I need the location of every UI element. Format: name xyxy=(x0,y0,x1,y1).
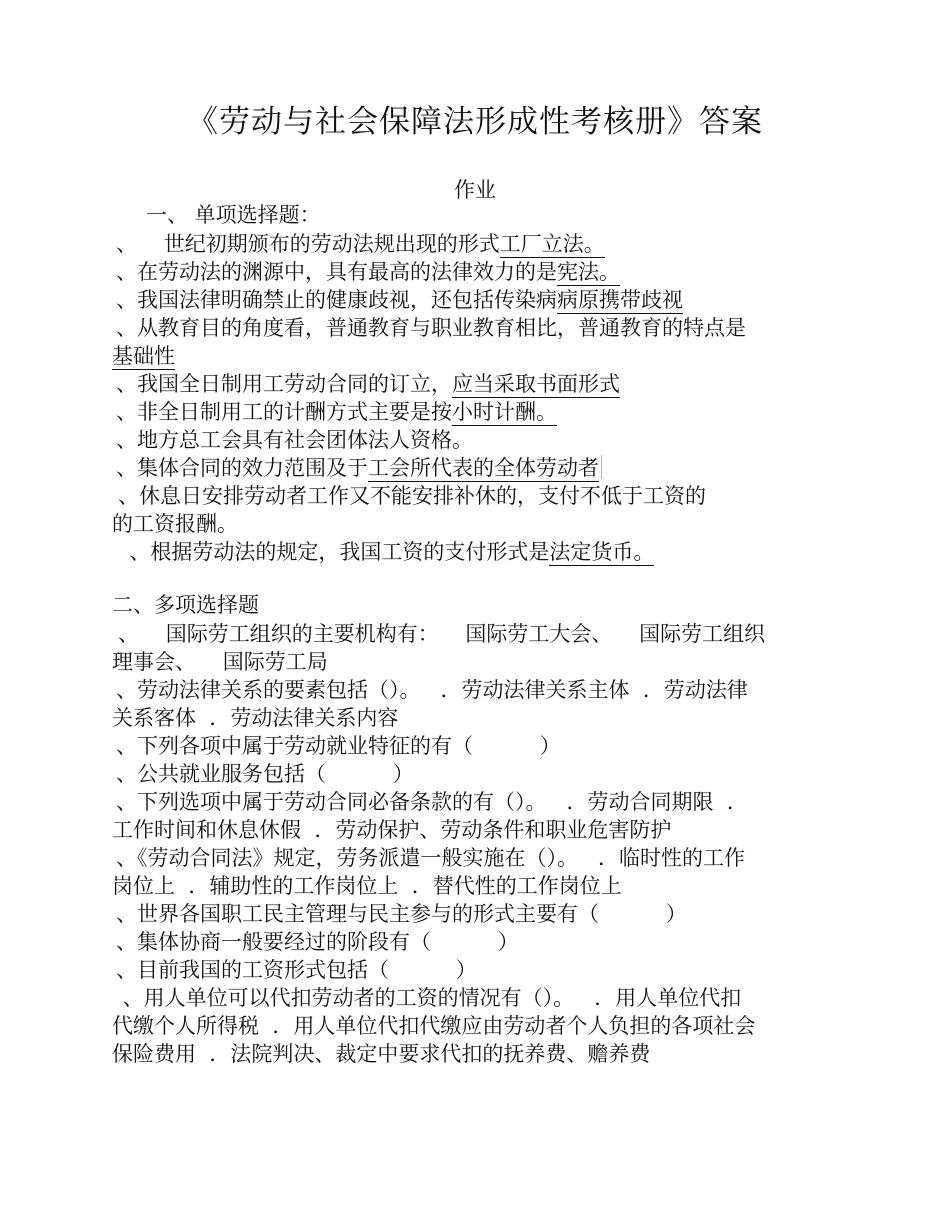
q6-line xyxy=(116,398,557,426)
q7-line xyxy=(116,426,473,454)
section-heading: 作业 xyxy=(454,178,496,202)
part2-line: 、下列选项中属于劳动合同必备条款的有（）。 ．劳动合同期限 ． xyxy=(116,790,748,814)
q3-text: 、我国法律明确禁止的健康歧视，还包括传染病 xyxy=(116,288,557,312)
part2-line: 关系客体 ．劳动法律关系内容 xyxy=(112,706,399,730)
q10-answer: 法定货币。 xyxy=(549,540,655,564)
document-title: 《劳动与社会保障法形成性考核册》答案 xyxy=(187,104,763,140)
q8-answer: 工会所代表的全体劳动者 xyxy=(368,456,599,480)
part2-line: 、《劳动合同法》规定，劳务派遣一般实施在（）。 ．临时性的工作 xyxy=(116,846,746,870)
q10-text: 、根据劳动法的规定，我国工资的支付形式是 xyxy=(116,540,550,564)
q1-text: 、 世纪初期颁布的劳动法规出现的形式 xyxy=(116,232,500,256)
part2-line: 、公共就业服务包括（ ） xyxy=(116,762,414,786)
q7-answer: 社会团体法人资格。 xyxy=(284,428,473,452)
part2-line: 、世界各国职工民主管理与民主参与的形式主要有（ ） xyxy=(116,902,687,926)
q4-answer: 基础性 xyxy=(112,344,175,368)
part2-line: 理事会、 国际劳工局 xyxy=(112,650,328,674)
q2-line xyxy=(116,258,620,286)
q4-answer-line xyxy=(112,342,175,370)
part1-heading: 一、 单项选择题： xyxy=(146,203,321,227)
part2-line: 工作时间和休息休假 ．劳动保护、劳动条件和职业危害防护 xyxy=(112,818,672,842)
q9-answer: 的工资报酬。 xyxy=(112,512,238,536)
part2-line: 、目前我国的工资形式包括（ ） xyxy=(116,958,477,982)
q6-text: 、非全日制用工的计酬方式主要是按 xyxy=(116,400,452,424)
q9-line xyxy=(118,482,706,510)
q4-line xyxy=(116,314,746,342)
q3-answer: 病原携带歧视 xyxy=(557,288,683,312)
q2-answer: 宪法。 xyxy=(557,260,620,284)
q6-answer: 小时计酬。 xyxy=(452,400,557,424)
part2-line: 、劳动法律关系的要素包括（）。 ．劳动法律关系主体 ．劳动法律 xyxy=(116,678,748,702)
q7-text: 、地方总工会具有 xyxy=(116,428,284,452)
q8-line xyxy=(116,454,602,482)
part2-line: 岗位上 ．辅助性的工作岗位上 ．替代性的工作岗位上 xyxy=(112,874,622,898)
q2-text: 、在劳动法的渊源中，具有最高的法律效力的是 xyxy=(116,260,557,284)
part2-line: 代缴个人所得税 ．用人单位代扣代缴应由劳动者个人负担的各项社会 xyxy=(112,1014,756,1038)
q9-answer-line xyxy=(112,510,238,538)
part2-heading: 二、多项选择题 xyxy=(112,593,259,617)
q9-text: 、休息日安排劳动者工作又不能安排补休的，支付不低于工资的 xyxy=(118,484,706,508)
part2-line: 、集体协商一般要经过的阶段有（ ） xyxy=(116,930,519,954)
q1-answer: 工厂立法。 xyxy=(499,232,605,256)
q10-line xyxy=(116,538,654,566)
q8-text: 、集体合同的效力范围及于 xyxy=(116,456,368,480)
q5-text: 、我国全日制用工劳动合同的订立， xyxy=(116,372,452,396)
part2-line: 、 国际劳工组织的主要机构有： 国际劳工大会、 国际劳工组织 xyxy=(118,622,766,646)
q1-line xyxy=(116,230,605,258)
q5-answer: 应当采取书面形式 xyxy=(452,372,620,396)
part2-line: 、用人单位可以代扣劳动者的工资的情况有（）。 ．用人单位代扣 xyxy=(116,986,742,1010)
q4-text: 、从教育目的角度看，普通教育与职业教育相比，普通教育的特点是 xyxy=(116,316,746,340)
q3-line xyxy=(116,286,683,314)
q5-line xyxy=(116,370,620,398)
part2-line: 保险费用 ．法院判决、裁定中要求代扣的抚养费、赡养费 xyxy=(112,1042,651,1066)
part2-line: 、下列各项中属于劳动就业特征的有（ ） xyxy=(116,734,561,758)
text-cursor xyxy=(601,455,602,479)
